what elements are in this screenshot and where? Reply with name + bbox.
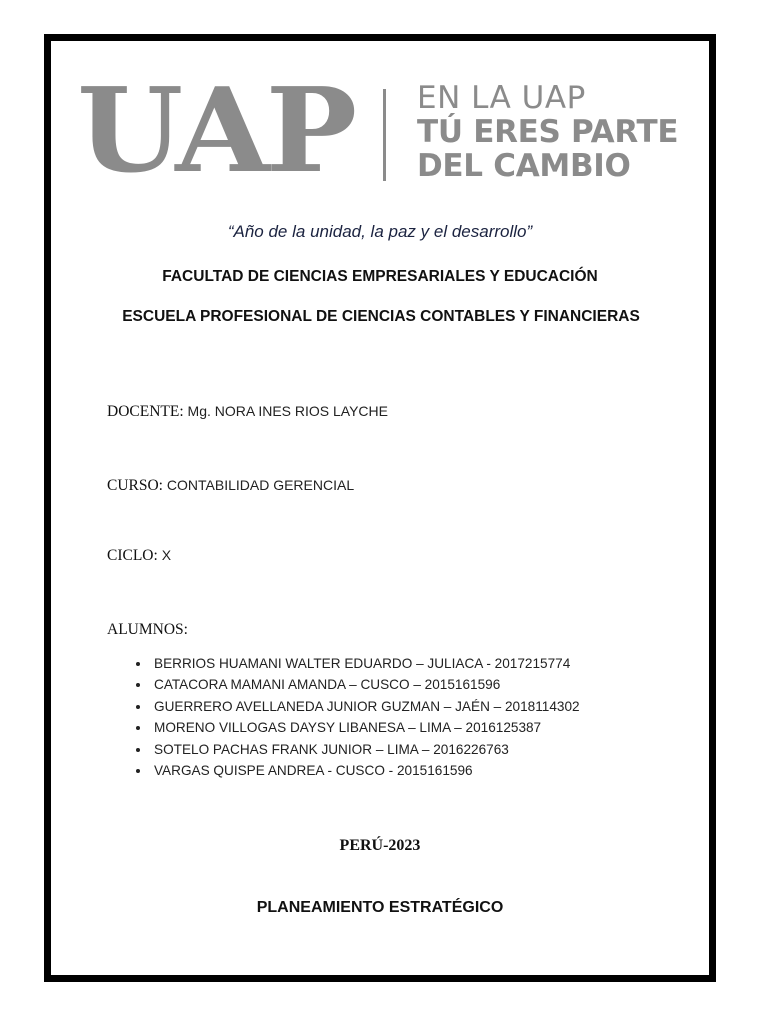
slogan-line-1: EN LA UAP	[417, 80, 586, 116]
logo-wordmark: UAP	[77, 63, 353, 199]
logo-slogan	[417, 81, 678, 183]
list-item: • CATACORA MAMANI AMANDA – CUSCO – 2015161596	[151, 674, 580, 695]
list-item: • SOTELO PACHAS FRANK JUNIOR – LIMA – 2016226763	[151, 739, 580, 760]
alumnos-label: ALUMNOS:	[107, 621, 188, 638]
country-year: PERÚ-2023	[339, 837, 421, 854]
slogan-line-3: DEL CAMBIO	[417, 148, 631, 184]
ciclo-label: CICLO:	[107, 547, 158, 564]
curso-field	[107, 477, 354, 495]
list-item: • BERRIOS HUAMANI WALTER EDUARDO – JULIACA - 2017215774	[151, 653, 580, 674]
list-item: • MORENO VILLOGAS DAYSY LIBANESA – LIMA – 2016125387	[151, 717, 580, 738]
page-border	[44, 34, 716, 982]
docente-field	[107, 403, 388, 421]
document-title: PLANEAMIENTO ESTRATÉGICO	[256, 899, 504, 916]
uap-logo	[77, 63, 687, 199]
alumnos-field	[107, 621, 188, 639]
year-motto: “Año de la unidad, la paz y el desarrollo”	[227, 222, 533, 241]
students-list	[131, 653, 580, 781]
ciclo-field	[107, 547, 171, 565]
curso-label: CURSO:	[107, 477, 163, 494]
list-item: • GUERRERO AVELLANEDA JUNIOR GUZMAN – JAÉN – 2018114302	[151, 696, 580, 717]
ciclo-value: X	[161, 547, 172, 563]
list-item: • VARGAS QUISPE ANDREA - CUSCO - 2015161596	[151, 760, 580, 781]
slogan-line-2: TÚ ERES PARTE	[417, 114, 679, 150]
docente-value: Mg. NORA INES RIOS LAYCHE	[187, 403, 388, 419]
curso-value: CONTABILIDAD GERENCIAL	[166, 477, 355, 493]
logo-divider	[383, 89, 386, 181]
school-heading: ESCUELA PROFESIONAL DE CIENCIAS CONTABLES Y FINANCIERAS	[122, 308, 640, 325]
docente-label: DOCENTE:	[107, 403, 184, 420]
faculty-heading: FACULTAD DE CIENCIAS EMPRESARIALES Y EDUCACIÓN	[162, 268, 598, 285]
